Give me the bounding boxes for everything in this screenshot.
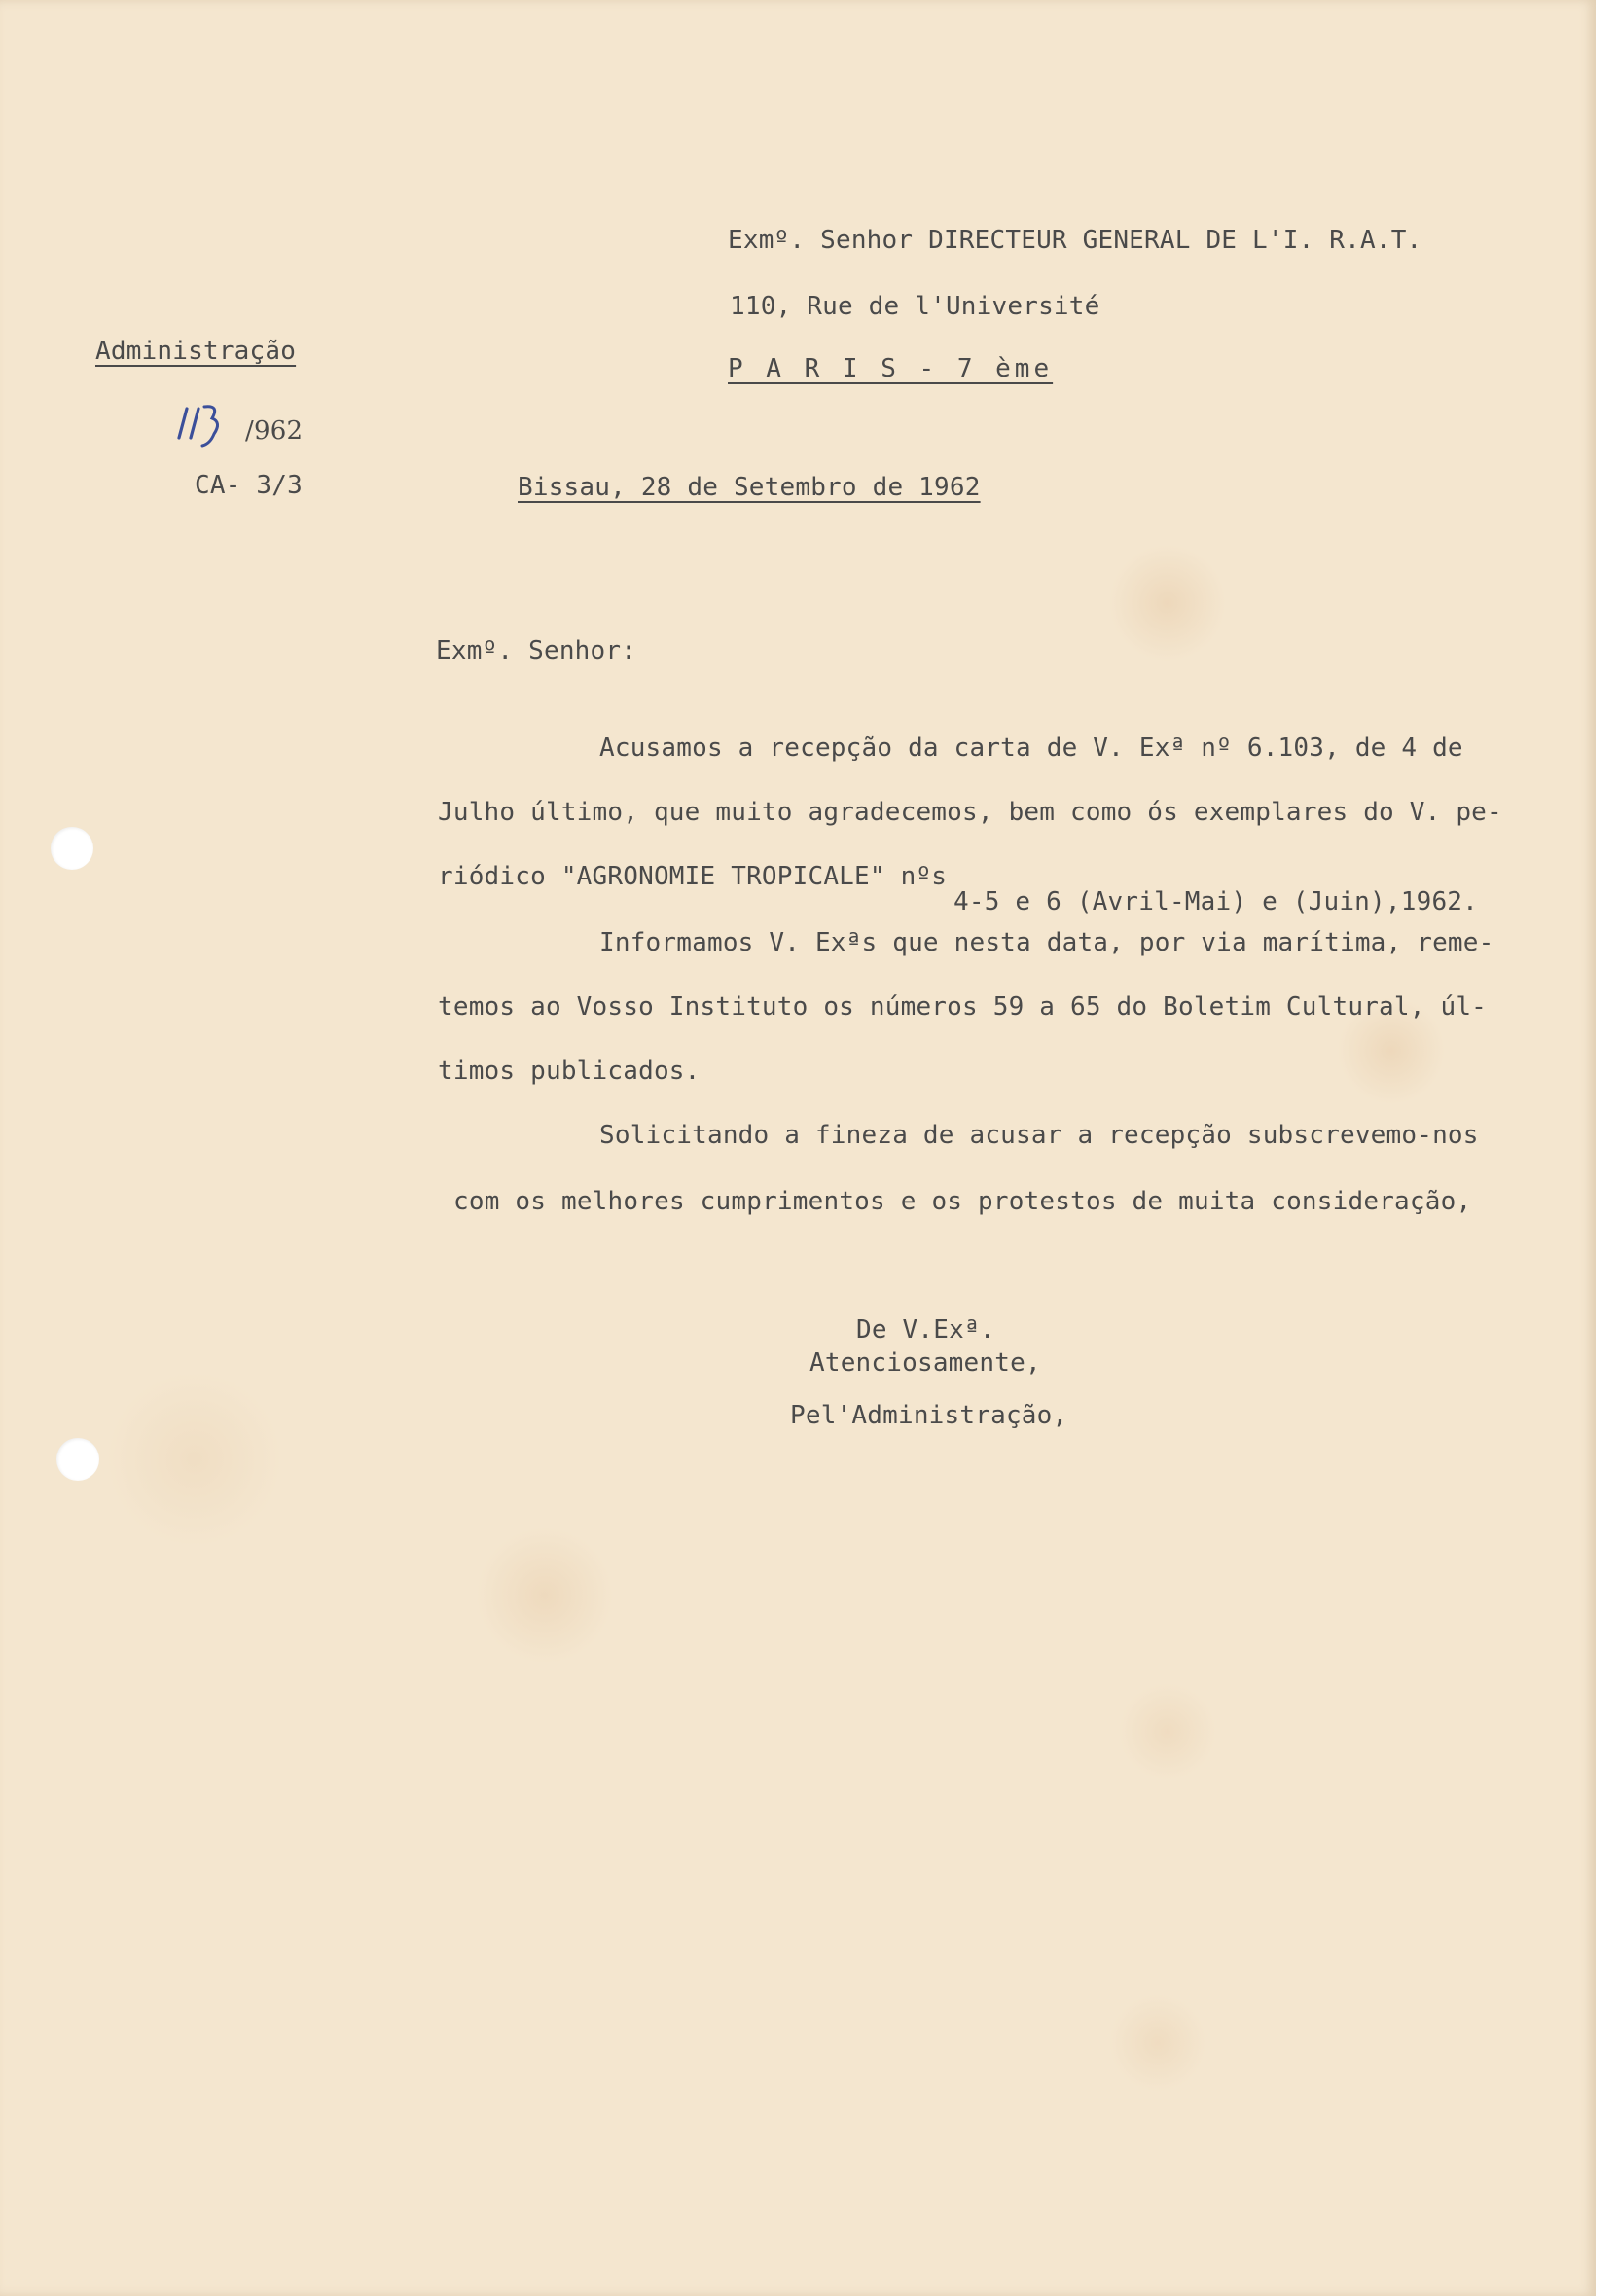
- body-p2-line3: timos publicados.: [438, 1057, 701, 1086]
- addressee-line2: 110, Rue de l'Université: [730, 292, 1100, 321]
- body-p1-line1: Acusamos a recepção da carta de V. Exª nº 6.103, de 4 de: [599, 734, 1463, 763]
- reference-year: /962: [245, 416, 304, 446]
- closing-line1: De V.Exª.: [856, 1315, 995, 1345]
- body-p3-line2: com os melhores cumprimentos e os protestos de muita consideração,: [453, 1187, 1472, 1216]
- department-label: Administração: [95, 337, 297, 366]
- punch-hole-top: [51, 827, 93, 870]
- handwritten-number-113: [169, 397, 228, 451]
- handwritten-reference: [169, 397, 228, 451]
- reference-code: CA- 3/3: [195, 471, 303, 500]
- addressee-city: P A R I S - 7 ème: [728, 354, 1054, 383]
- salutation: Exmº. Senhor:: [436, 636, 637, 665]
- body-p1-line3: riódico "AGRONOMIE TROPICALE" nºs: [438, 862, 948, 891]
- addressee-line1: Exmº. Senhor DIRECTEUR GENERAL DE L'I. R.A.T.: [728, 226, 1422, 255]
- scan-border: [1596, 0, 1619, 2296]
- body-p2-line1: Informamos V. Exªs que nesta data, por via marítima, reme-: [599, 928, 1494, 957]
- body-p3-line1: Solicitando a fineza de acusar a recepção subscrevemo-nos: [599, 1121, 1479, 1150]
- closing-line3: Pel'Administração,: [790, 1401, 1068, 1430]
- body-p1-line2: Julho último, que muito agradecemos, bem como ós exemplares do V. pe-: [438, 798, 1502, 827]
- body-p2-line2: temos ao Vosso Instituto os números 59 a 65 do Boletim Cultural, úl-: [438, 992, 1488, 1022]
- closing-line2: Atenciosamente,: [810, 1348, 1041, 1378]
- date-line: Bissau, 28 de Setembro de 1962: [518, 473, 981, 502]
- body-p1-line3-issues: 4-5 e 6 (Avril-Mai) e (Juin),1962.: [953, 887, 1479, 916]
- punch-hole-bottom: [56, 1438, 99, 1481]
